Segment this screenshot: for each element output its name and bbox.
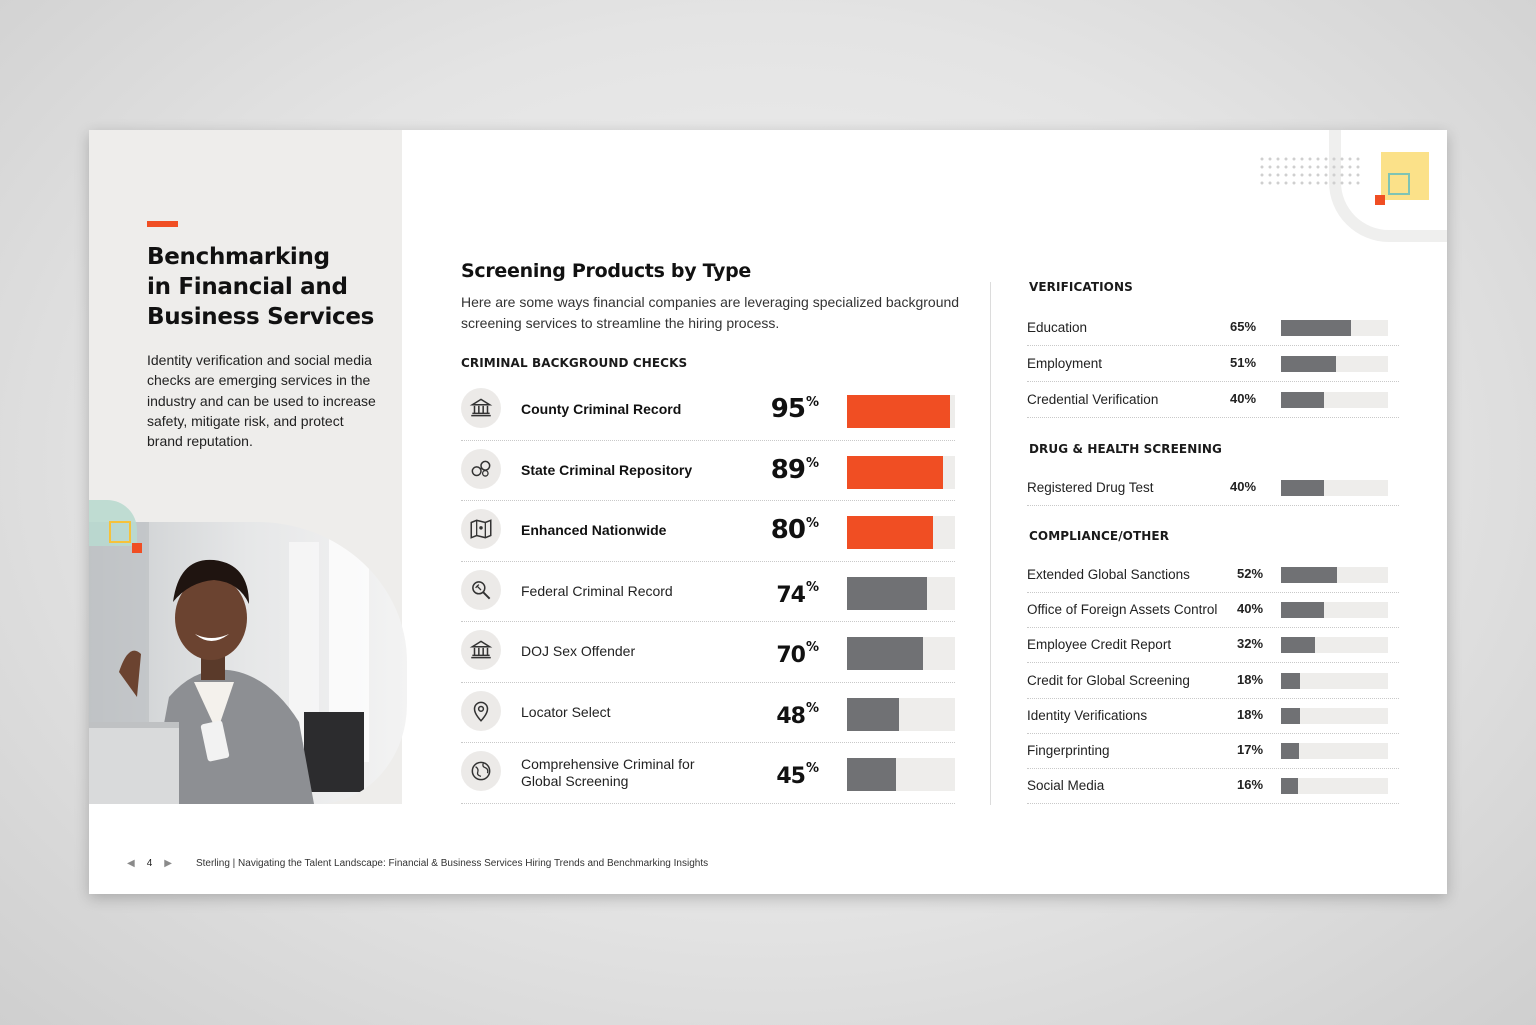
title-line: Benchmarking [147,244,330,270]
handcuffs-icon [461,449,501,489]
page-number: 4 [146,858,153,869]
metric-label: Identity Verifications [1027,707,1148,723]
value-unit: % [1251,636,1264,652]
chart-heading: COMPLIANCE/OTHER [1029,529,1170,543]
metric-row [1027,347,1399,382]
criminal-check-value [776,640,819,668]
criminal-check-value [771,455,819,485]
value-unit: % [805,640,819,655]
bar-track [1281,637,1388,653]
intro-paragraph: Identity verification and social media checks are emerging services in the industry and can be used to increase safety, mitigate risk, and protect brand reputation. [147,352,376,450]
bar-track [1281,392,1388,408]
metric-row [1027,558,1399,593]
accent-dash [147,221,178,227]
value-unit: % [1244,355,1257,370]
next-page-icon[interactable]: ▶ [164,858,172,869]
prev-page-icon[interactable]: ◀ [127,858,135,869]
metric-value [1237,707,1263,722]
bar [847,698,899,731]
bar-track [847,516,955,549]
value-number: 52 [1237,566,1252,581]
metric-row [1027,471,1399,506]
metric-label: Credit for Global Screening [1027,672,1190,688]
metric-label: Office of Foreign Assets Control [1027,602,1218,618]
value-unit: % [805,516,819,531]
criminal-check-value [776,701,819,729]
page-title [147,242,387,332]
metric-label: Employee Credit Report [1027,637,1172,653]
bar-track [847,395,955,428]
value-unit: % [805,761,819,776]
map-icon [461,509,501,549]
bar [1281,602,1324,618]
criminal-check-row [461,562,955,623]
metric-label: Registered Drug Test [1027,480,1154,495]
bar [1281,567,1337,583]
bar-track [1281,778,1388,794]
criminal-check-value [771,394,819,424]
value-unit: % [1251,706,1264,722]
title-line: Business Services [147,304,375,330]
criminal-check-row [461,380,955,441]
footer [127,858,708,869]
globe-icon [461,751,501,791]
bar [1281,320,1351,336]
column-divider [990,282,991,805]
bar [847,577,927,610]
metric-value [1237,636,1263,651]
bar-track [847,577,955,610]
criminal-check-value [776,761,819,789]
metric-value [1230,479,1256,494]
value-number: 80 [770,515,805,545]
metric-row [1027,311,1399,346]
metric-value [1237,566,1263,581]
criminal-check-row [461,683,955,744]
metric-value [1230,391,1256,406]
metric-row [1027,383,1399,418]
value-unit: % [805,395,819,410]
chart-heading: DRUG & HEALTH SCREENING [1029,442,1222,456]
bar [1281,356,1336,372]
metric-value [1237,672,1263,687]
metric-row [1027,769,1399,804]
section-title: Screening Products by Type [461,260,751,282]
bar [1281,637,1315,653]
bar [1281,743,1299,759]
bar [847,516,933,549]
bar-track [847,758,955,791]
criminal-check-row [461,622,955,683]
value-number: 48 [776,703,805,729]
value-unit: % [1244,479,1257,494]
value-unit: % [1251,566,1264,581]
decor-yellow-square [109,521,131,543]
location-pin-icon [461,691,501,731]
criminal-heading: CRIMINAL BACKGROUND CHECKS [461,356,688,370]
photo-illustration [89,522,407,804]
value-number: 89 [770,454,805,485]
value-unit: % [1244,391,1257,406]
bar [1281,778,1298,794]
value-unit: % [805,579,819,595]
metric-label: Employment [1027,356,1103,371]
bar [1281,708,1300,724]
value-unit: % [1251,601,1264,617]
bar-track [1281,356,1388,372]
metric-value [1230,355,1256,370]
criminal-checks-chart [461,380,955,804]
criminal-check-label: Enhanced Nationwide [521,522,667,539]
bar-track [1281,673,1388,689]
metric-value [1237,742,1263,757]
value-number: 18 [1237,706,1252,722]
metric-row [1027,628,1399,663]
value-number: 40 [1237,601,1252,617]
decor-teal-square [1388,173,1410,195]
value-number: 40 [1230,479,1245,494]
metric-row [1027,664,1399,699]
value-number: 65 [1230,319,1245,334]
criminal-check-label: State Criminal Repository [521,461,693,478]
bar [847,456,943,489]
metric-value [1237,601,1263,616]
bar-track [1281,567,1388,583]
bar [847,637,923,670]
value-number: 18 [1237,671,1252,687]
metric-row [1027,699,1399,734]
value-number: 32 [1237,636,1252,652]
value-unit: % [1251,777,1264,793]
bar-track [1281,480,1388,496]
gavel-search-icon [461,570,501,610]
criminal-check-row [461,441,955,502]
bar-track [1281,743,1388,759]
criminal-check-value [776,580,819,608]
bar-track [847,456,955,489]
bar-track [1281,602,1388,618]
criminal-check-label: Comprehensive Criminal for Global Screening [521,755,695,789]
criminal-check-label: DOJ Sex Offender [521,643,636,660]
value-unit: % [805,700,819,716]
bar [847,395,950,428]
courthouse-icon [461,388,501,428]
metric-value [1230,319,1256,334]
decor-red-square-top [1375,195,1385,205]
value-number: 74 [776,582,805,608]
metric-label: Fingerprinting [1027,743,1110,758]
criminal-check-row [461,743,955,804]
value-number: 17 [1237,742,1252,757]
bar-track [1281,708,1388,724]
section-subtitle: Here are some ways financial companies are leveraging specialized background screening services to streamline the hiring process. [461,294,960,331]
criminal-check-label: Federal Criminal Record [521,582,673,599]
bar-track [847,698,955,731]
value-number: 70 [776,643,805,668]
value-number: 16 [1237,777,1252,793]
bar [1281,392,1324,408]
metric-value [1237,777,1263,792]
metric-label: Credential Verification [1027,392,1159,407]
businesswoman-photo [89,522,407,804]
courthouse-icon [461,630,501,670]
value-unit: % [805,455,819,471]
criminal-check-label: Locator Select [521,703,611,720]
value-unit: % [1244,319,1257,334]
bar [1281,480,1324,496]
value-number: 45 [776,764,805,789]
value-unit: % [1251,742,1264,757]
chart-heading: VERIFICATIONS [1029,280,1133,294]
bar [847,758,896,791]
title-line: in Financial and [147,274,348,300]
decor-dot-grid [1260,157,1360,187]
metric-label: Social Media [1027,778,1105,794]
metric-row [1027,593,1399,628]
criminal-check-label: County Criminal Record [521,401,682,418]
bar-track [1281,320,1388,336]
metric-label: Extended Global Sanctions [1027,567,1190,582]
bar-track [847,637,955,670]
report-page [89,130,1447,894]
criminal-check-row [461,501,955,562]
decor-red-square [132,543,142,553]
criminal-check-value [771,515,819,545]
metric-label: Education [1027,320,1088,335]
value-unit: % [1251,671,1264,687]
metric-row [1027,734,1399,769]
value-number: 40 [1230,391,1245,406]
value-number: 95 [770,394,805,424]
bar [1281,673,1300,689]
value-number: 51 [1230,355,1245,370]
footer-text: Sterling | Navigating the Talent Landscape: Financial & Business Services Hiring Trends and Benchmarking Insights [195,858,709,869]
